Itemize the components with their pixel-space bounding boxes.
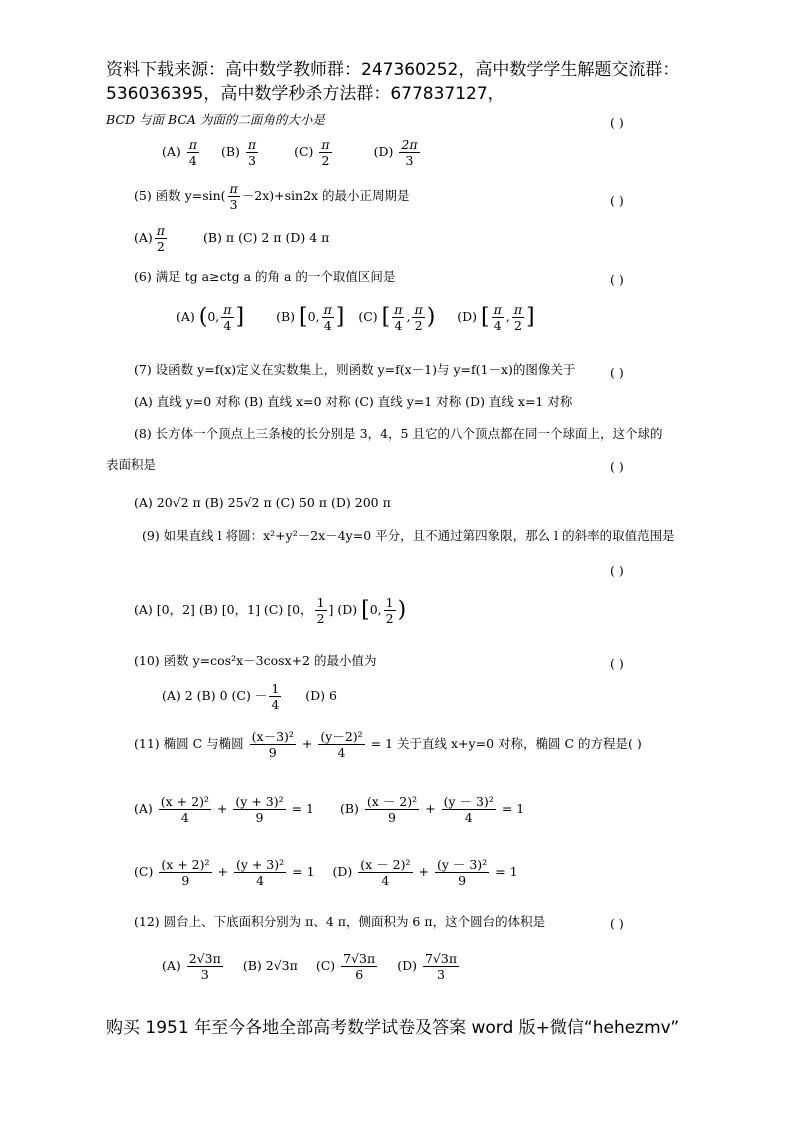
q12-options: (A) $\frac{2√3\pi}{3}$ (B) 2√3π (C) $\frac{7√3\pi}{6}$ (D) $\frac{7√3\pi}{3}$ [162, 951, 458, 983]
q8-answer-paren: ( ) [610, 459, 624, 474]
q4-options [162, 138, 422, 167]
q4-opt-c-label: (C) [294, 144, 314, 160]
q8-options: (A) 20√2 π (B) 25√2 π (C) 50 π (D) 200 π [134, 495, 391, 510]
q4-opt-b-frac: $\frac{\pi}{3}$ [247, 137, 257, 169]
q4-opt-b-label: (B) [220, 144, 240, 160]
source-header-line-2: 536036395，高中数学秒杀方法群：677837127， [106, 84, 505, 104]
q7-options: (A) 直线 y=0 对称 (B) 直线 x=0 对称 (C) 直线 y=1 对称 (D) 直线 x=1 对称 [134, 394, 573, 409]
q11-options-cd: (C) $\frac{\text{(x + 2)²}}{9}$ + $\frac{\text{(y + 3)²}}{4}$ = 1 (D) $\frac{\text{(x － 2)²}}{4}$ + $\frac{\text{(y － 3)²}}{9}$ = 1 [134, 857, 518, 889]
q8-stem-line-1: (8) 长方体一个顶点上三条棱的长分别是 3，4，5 且它的八个顶点都在同一个球面上，这个球的 [134, 426, 663, 441]
q5-stem: (5) 函数 y=sin( $\frac{\pi}{3}$ －2x)+sin2x 的最小正周期是 [134, 181, 410, 213]
q7-answer-paren: ( ) [610, 365, 624, 380]
q10-answer-paren: ( ) [610, 656, 624, 671]
q4-opt-a-label: (A) [162, 144, 181, 160]
q6-answer-paren: ( ) [610, 272, 624, 287]
q8-stem-line-2: 表面积是 [106, 457, 157, 472]
q11-options-ab: (A) $\frac{\text{(x + 2)²}}{4}$ + $\frac{\text{(y + 3)²}}{9}$ = 1 (B) $\frac{\text{(x － 2)²}}{9}$ + $\frac{\text{(y － 3)²}}{4}$ = 1 [134, 794, 525, 826]
q9-options: (A) [0，2] (B) [0，1] (C) [0， $\frac{1}{2}$ ] (D) [0, $\frac{1}{2}$ ) [134, 595, 407, 627]
q4-opt-d-label: (D) [373, 144, 394, 160]
q9-answer-paren: ( ) [610, 563, 624, 578]
q4-opt-a-frac: $\frac{\pi}{4}$ [188, 137, 197, 169]
q5-answer-paren: ( ) [610, 193, 624, 208]
q9-stem: (9) 如果直线 l 将圆：x²+y²－2x－4y=0 平分，且不通过第四象限，那么 l 的斜率的取值范围是 [142, 528, 675, 543]
q12-stem: (12) 圆台上、下底面积分别为 π、4 π，侧面积为 6 π，这个圆台的体积是 [134, 914, 546, 929]
q10-options: (A) 2 (B) 0 (C) － $\frac{1}{4}$ (D) 6 [162, 681, 337, 713]
q4-answer-paren: ( ) [610, 115, 624, 130]
q10-stem: (10) 函数 y=cos²x－3cosx+2 的最小值为 [134, 653, 377, 668]
q4-opt-c-frac: $\frac{\pi}{2}$ [321, 137, 330, 169]
q6-stem: (6) 满足 tg a≥ctg a 的角 a 的一个取值区间是 [134, 269, 396, 284]
purchase-footer: 购买 1951 年至今各地全部高考数学试卷及答案 word 版+微信“hehezmv” [106, 1018, 680, 1038]
source-header-line-1: 资料下载来源：高中数学教师群：247360252，高中数学学生解题交流群： [106, 60, 680, 80]
q5-options: (A) $\frac{\pi}{2}$ (B) π (C) 2 π (D) 4 π [134, 223, 330, 255]
q6-options: (A) (0, $\frac{\pi}{4}$ ] (B) [0, $\frac{\pi}{4}$ ] (C) [ $\frac{\pi}{4}$ , $\frac{\pi}{2}$ ) (D) [ $\frac{\pi}{4}$ , $\frac{\pi}{2}$ ] [176, 302, 535, 334]
q11-stem: (11) 椭圆 C 与椭圆 $\frac{\text{(x－3)²}}{9}$ + $\frac{\text{(y－2)²}}{4}$ = 1 关于直线 x+y=0 对称，椭圆 C 的方程是( ) [134, 729, 642, 761]
q12-answer-paren: ( ) [610, 916, 624, 931]
q7-stem: (7) 设函数 y=f(x)定义在实数集上，则函数 y=f(x－1)与 y=f(1－x)的图像关于 [134, 362, 576, 377]
q4-stem: BCD 与面 BCA 为面的二面角的大小是 [106, 112, 325, 127]
q4-opt-d-frac: $\frac{2\pi}{3}$ [401, 137, 418, 169]
